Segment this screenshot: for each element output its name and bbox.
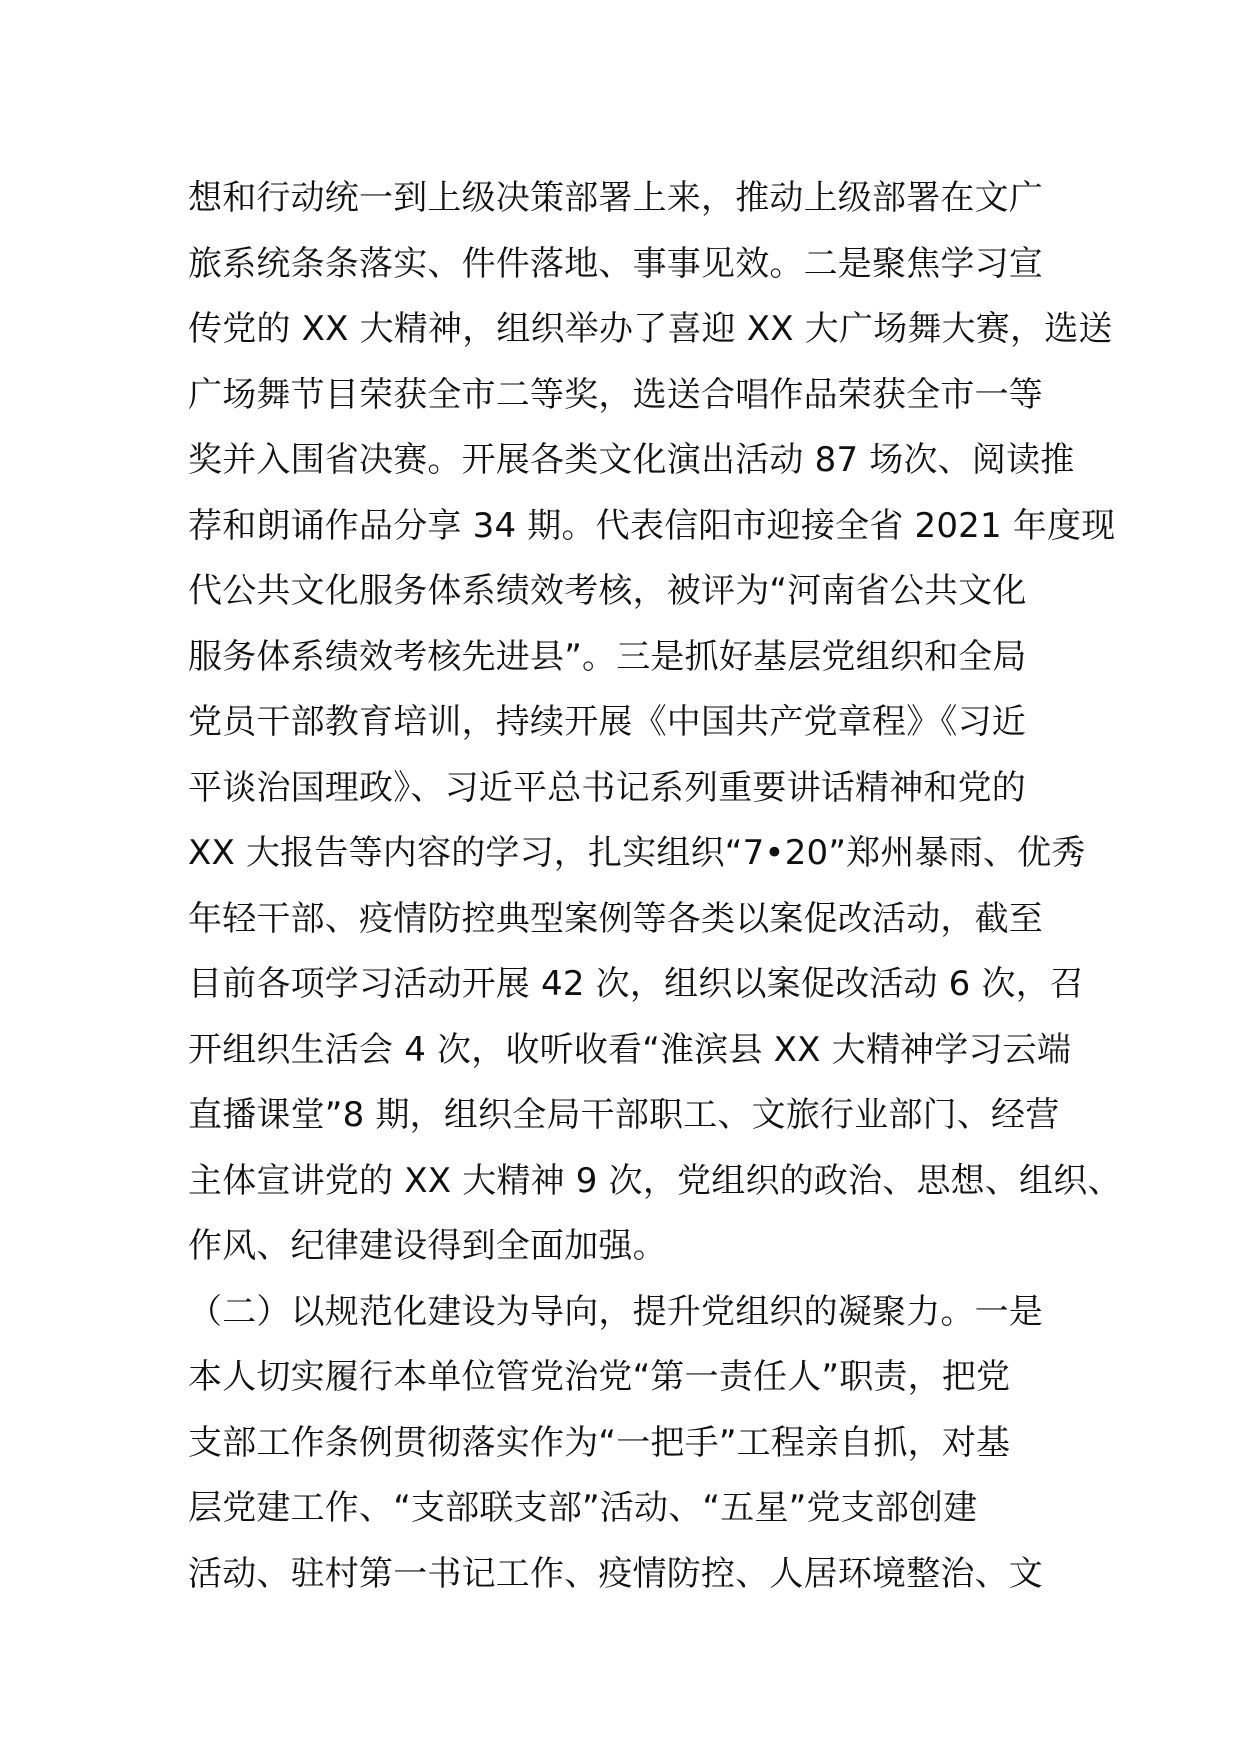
text-line-12: 年轻干部、疫情防控典型案例等各类以案促改活动，截至 xyxy=(188,898,1043,939)
text-line-14: 开组织生活会 4 次，收听收看“淮滨县 XX 大精神学习云端 xyxy=(188,1029,1072,1070)
text-line-13: 目前各项学习活动开展 42 次，组织以案促改活动 6 次，召 xyxy=(188,964,1085,1004)
text-line-2: 旅系统条条落实、件件落地、事事见效。二是聚焦学习宣 xyxy=(188,243,1043,284)
section-heading-line: （二）以规范化建设为导向，提升党组织的凝聚力。一是 xyxy=(188,1291,1043,1332)
body-text xyxy=(188,166,1122,1607)
text-line-11: XX 大报告等内容的学习，扎实组织“7•20”郑州暴雨、优秀 xyxy=(188,833,1086,873)
text-line-15: 直播课堂”8 期，组织全局干部职工、文旅行业部门、经营 xyxy=(188,1095,1060,1135)
text-line-4: 广场舞节目荣获全市二等奖，选送合唱作品荣获全市一等 xyxy=(188,374,1043,415)
text-line-8: 服务体系绩效考核先进县”。三是抓好基层党组织和全局 xyxy=(188,636,1027,677)
text-line-9: 党员干部教育培训，持续开展《中国共产党章程》《习近 xyxy=(188,702,1026,742)
text-line-16: 主体宣讲党的 XX 大精神 9 次，党组织的政治、思想、组织、 xyxy=(188,1160,1122,1201)
text-line-20: 支部工作条例贯彻落实作为“一把手”工程亲自抓，对基 xyxy=(188,1422,1011,1463)
text-line-22: 活动、驻村第一书记工作、疫情防控、人居环境整治、文 xyxy=(188,1553,1043,1594)
text-line-10: 平谈治国理政》、习近平总书记系列重要讲话精神和党的 xyxy=(188,767,1026,808)
text-line-1: 想和行动统一到上级决策部署上来，推动上级部署在文广 xyxy=(188,178,1043,218)
text-line-5: 奖并入围省决赛。开展各类文化演出活动 87 场次、阅读推 xyxy=(188,440,1075,480)
text-line-19: 本人切实履行本单位管党治党“第一责任人”职责，把党 xyxy=(188,1357,1011,1397)
text-line-21: 层党建工作、“支部联支部”活动、“五星”党支部创建 xyxy=(188,1488,978,1528)
text-line-17: 作风、纪律建设得到全面加强。 xyxy=(188,1226,667,1266)
text-line-6: 荐和朗诵作品分享 34 期。代表信阳市迎接全省 2021 年度现 xyxy=(188,505,1116,546)
text-line-3: 传党的 XX 大精神，组织举办了喜迎 XX 大广场舞大赛，选送 xyxy=(188,309,1113,349)
text-line-7: 代公共文化服务体系绩效考核，被评为“河南省公共文化 xyxy=(188,571,1027,611)
